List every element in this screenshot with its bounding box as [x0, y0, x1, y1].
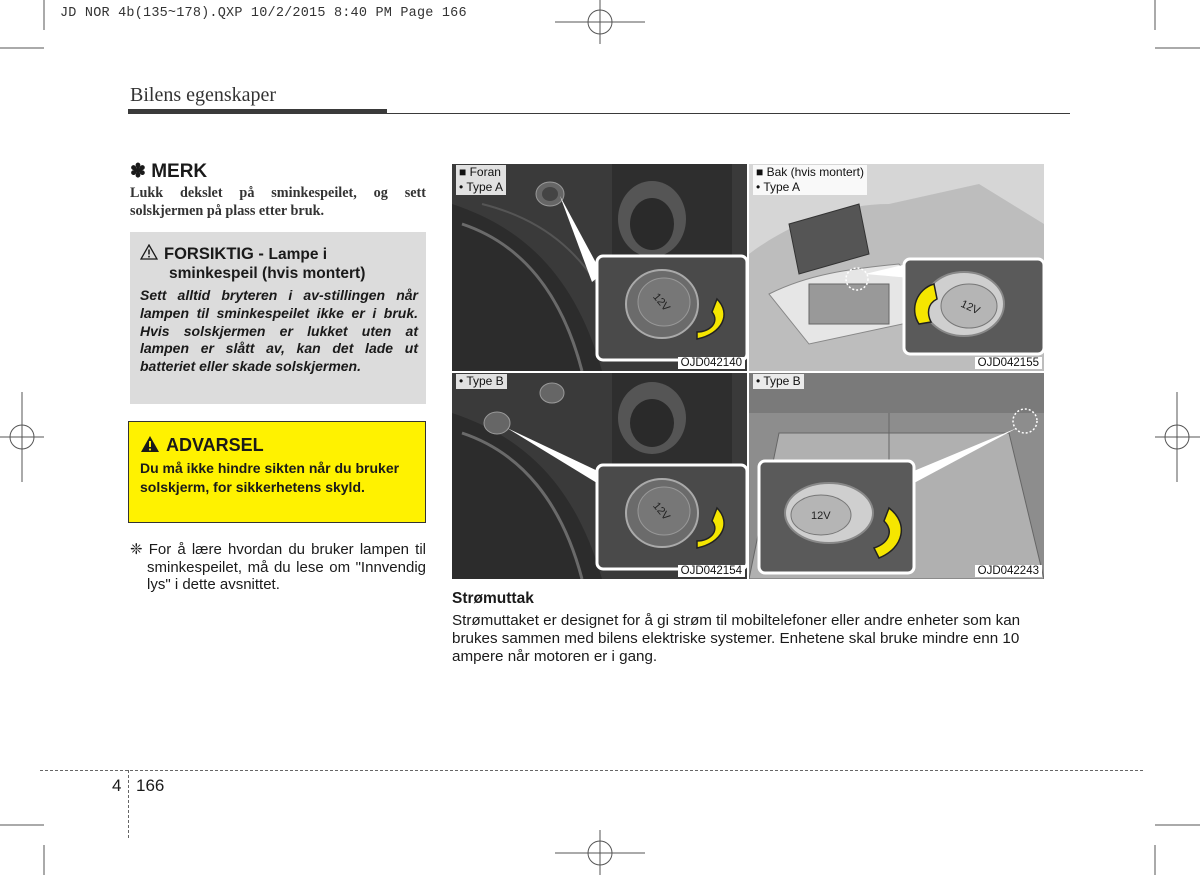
- stromuttak-text: Strømuttaket er designet for å gi strøm til mobiltelefoner eller andre enheter som kan brukes sammen med bilens elektriske systemer. Enhetene skal bruke mindre enn 10 ampere når motoren er i gang.: [452, 612, 1021, 665]
- footer-vertical-divider: [128, 770, 129, 838]
- merk-text: Lukk dekslet på sminkespeilet, og sett solskjermen på plass etter bruk.: [130, 185, 426, 219]
- figure-code: OJD042155: [975, 357, 1042, 369]
- figure-panel-rear-type-a: [749, 164, 1044, 371]
- footer-divider: [40, 770, 1143, 771]
- warning-triangle-icon: [140, 435, 160, 453]
- power-outlet-figure: [452, 164, 1044, 579]
- socket-label-3: 12V: [650, 500, 672, 523]
- front-console-illustration: [452, 164, 747, 371]
- front-console-illustration-b: [452, 373, 747, 579]
- title-rule-thin: [387, 113, 1070, 114]
- warning-text: Du må ikke hindre sikten når du bruker solskjerm, for sikkerhetens skyld.: [140, 460, 400, 495]
- panel-type: • Type B: [756, 374, 801, 388]
- panel-type: • Type A: [756, 180, 801, 194]
- warning-title: ADVARSEL: [166, 435, 264, 455]
- chapter-number: 4: [112, 776, 122, 795]
- figure-code: OJD042243: [975, 565, 1042, 577]
- panel-type: • Type A: [459, 180, 504, 194]
- caution-triangle-icon: [140, 244, 158, 260]
- caution-title: FORSIKTIG -: [164, 245, 264, 263]
- merk-title: MERK: [151, 161, 208, 182]
- panel-type: • Type B: [459, 374, 504, 388]
- caution-text: Sett alltid bryteren i av-stillingen når lampen til sminkespeilet ikke er i bruk. Hvis solskjermen er lukket uten at lampen er slått av, kan det lade ut batteriet eller skade solskjermen.: [140, 287, 418, 375]
- merk-symbol: ✽: [130, 161, 146, 182]
- panel-label: [456, 165, 506, 195]
- caution-heading: [140, 244, 420, 283]
- figure-code: OJD042154: [678, 565, 745, 577]
- stromuttak-heading: Strømuttak: [452, 590, 534, 607]
- socket-label-2: 12V: [958, 298, 982, 318]
- reference-note: [130, 541, 426, 594]
- figure-panel-rear-type-b: [749, 373, 1044, 579]
- caution-subtitle-2: sminkespeil (hvis montert): [169, 265, 366, 282]
- rear-trunk-illustration: [749, 164, 1044, 371]
- section-title: Bilens egenskaper: [130, 84, 277, 106]
- note-text: For å lære hvordan du bruker lampen til sminkespeilet, må du lese om "Innvendig lys" i dette avsnittet.: [147, 541, 426, 593]
- trunk-interior-illustration: [749, 373, 1044, 579]
- socket-label-4: 12V: [811, 510, 831, 522]
- figure-panel-front-type-a: [452, 164, 747, 371]
- figure-code: OJD042140: [678, 357, 745, 369]
- warning-heading: [140, 435, 264, 456]
- merk-heading: [130, 160, 207, 183]
- print-header: JD NOR 4b(135~178).QXP 10/2/2015 8:40 PM Page 166: [60, 6, 467, 21]
- panel-location: ■ Foran: [459, 165, 501, 179]
- page-number: 166: [136, 776, 165, 795]
- title-rule-thick: [128, 109, 387, 114]
- panel-label: [753, 374, 804, 389]
- caution-subtitle-1: Lampe i: [268, 246, 328, 263]
- panel-label: [753, 165, 867, 195]
- note-symbol: ❈: [130, 541, 143, 558]
- figure-panel-front-type-b: [452, 373, 747, 579]
- panel-location: ■ Bak (hvis montert): [756, 165, 864, 179]
- panel-label: [456, 374, 507, 389]
- socket-label-1: 12V: [650, 291, 672, 314]
